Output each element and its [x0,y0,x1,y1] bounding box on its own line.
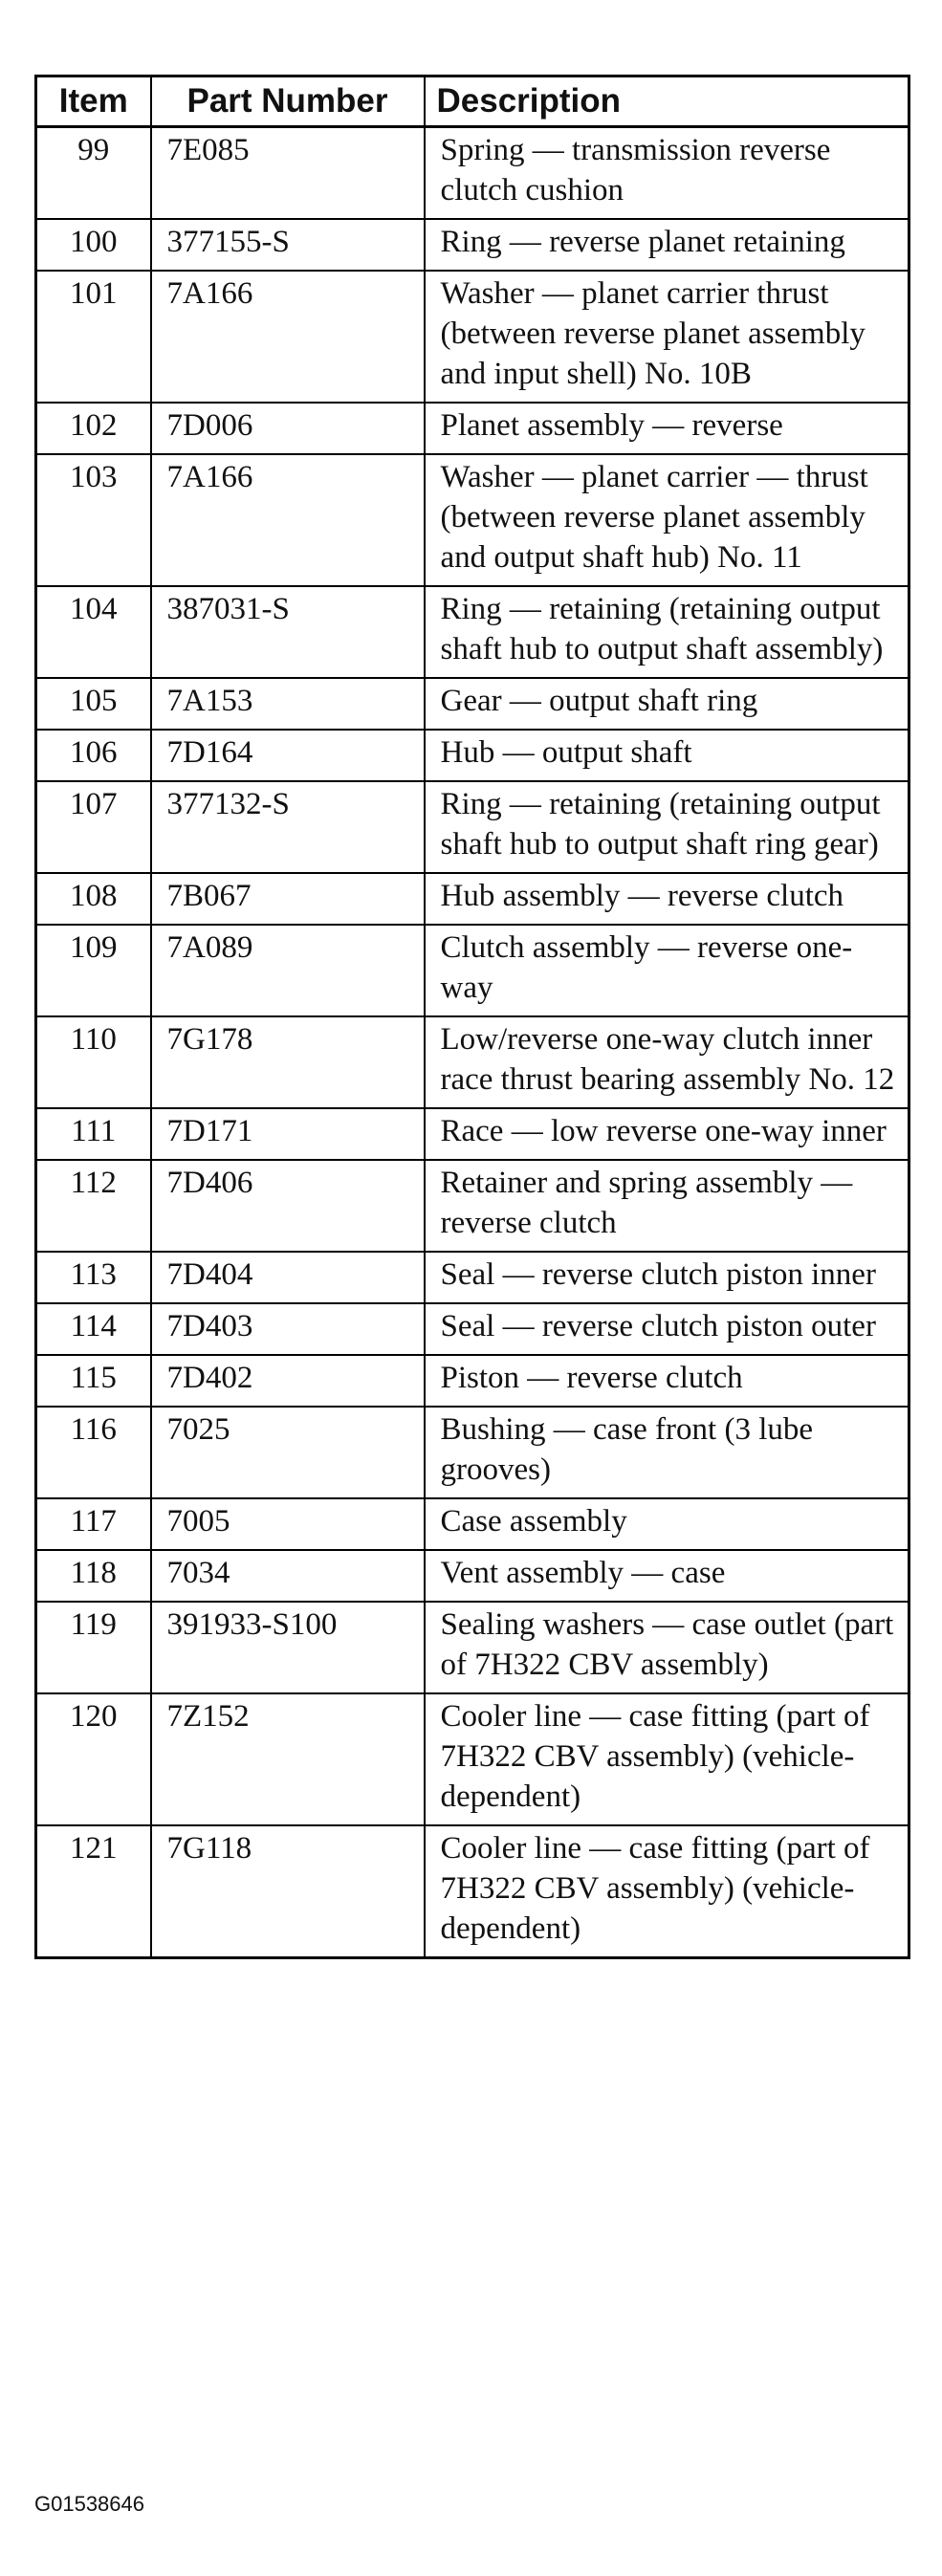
description-cell: Sealing washers — case outlet (part of 7H322 CBV assembly) [425,1602,909,1693]
column-header-item: Item [36,76,151,127]
part-number-cell: 7D404 [151,1252,425,1303]
item-number-cell: 117 [36,1498,151,1550]
table-row [36,873,909,925]
part-number-cell: 7A153 [151,678,425,730]
part-number-cell: 7025 [151,1407,425,1498]
table-row [36,1160,909,1252]
item-number-cell: 108 [36,873,151,925]
column-header-part-number: Part Number [151,76,425,127]
table-row [36,1825,909,1958]
part-number-cell: 391933-S100 [151,1602,425,1693]
item-number-cell: 112 [36,1160,151,1252]
part-number-cell: 7D403 [151,1303,425,1355]
description-cell: Ring — retaining (retaining output shaft hub to output shaft assembly) [425,586,909,678]
part-number-cell: 387031-S [151,586,425,678]
part-number-cell: 377132-S [151,781,425,873]
part-number-cell: 7B067 [151,873,425,925]
item-number-cell: 103 [36,454,151,586]
table-row [36,271,909,403]
table-row [36,730,909,781]
table-row [36,1498,909,1550]
item-number-cell: 99 [36,127,151,220]
part-number-cell: 7005 [151,1498,425,1550]
part-number-cell: 7E085 [151,127,425,220]
description-cell: Race — low reverse one-way inner [425,1108,909,1160]
table-row [36,1303,909,1355]
item-number-cell: 110 [36,1016,151,1108]
item-number-cell: 120 [36,1693,151,1825]
part-number-cell: 7D402 [151,1355,425,1407]
item-number-cell: 106 [36,730,151,781]
part-number-cell: 7D164 [151,730,425,781]
table-row [36,1355,909,1407]
item-number-cell: 107 [36,781,151,873]
column-header-description: Description [425,76,909,127]
parts-table-container [34,75,908,1959]
table-row [36,678,909,730]
description-cell: Cooler line — case fitting (part of 7H322 CBV assembly) (vehicle-dependent) [425,1693,909,1825]
description-cell: Clutch assembly — reverse one-way [425,925,909,1016]
part-number-cell: 7A166 [151,271,425,403]
description-cell: Low/reverse one-way clutch inner race thrust bearing assembly No. 12 [425,1016,909,1108]
item-number-cell: 115 [36,1355,151,1407]
description-cell: Cooler line — case fitting (part of 7H322 CBV assembly) (vehicle-dependent) [425,1825,909,1958]
table-row [36,219,909,271]
description-cell: Planet assembly — reverse [425,403,909,454]
table-row [36,454,909,586]
part-number-cell: 7D171 [151,1108,425,1160]
part-number-cell: 7034 [151,1550,425,1602]
table-row [36,1550,909,1602]
description-cell: Hub — output shaft [425,730,909,781]
item-number-cell: 116 [36,1407,151,1498]
item-number-cell: 104 [36,586,151,678]
table-row [36,925,909,1016]
part-number-cell: 7Z152 [151,1693,425,1825]
item-number-cell: 119 [36,1602,151,1693]
description-cell: Seal — reverse clutch piston outer [425,1303,909,1355]
item-number-cell: 121 [36,1825,151,1958]
description-cell: Ring — reverse planet retaining [425,219,909,271]
description-cell: Washer — planet carrier thrust (between reverse planet assembly and input shell) No. 10B [425,271,909,403]
description-cell: Washer — planet carrier — thrust (between reverse planet assembly and output shaft hub) No. 11 [425,454,909,586]
item-number-cell: 113 [36,1252,151,1303]
part-number-cell: 7A166 [151,454,425,586]
part-number-cell: 7D406 [151,1160,425,1252]
table-row [36,1108,909,1160]
description-cell: Gear — output shaft ring [425,678,909,730]
item-number-cell: 118 [36,1550,151,1602]
item-number-cell: 114 [36,1303,151,1355]
item-number-cell: 102 [36,403,151,454]
table-row [36,403,909,454]
table-row [36,586,909,678]
description-cell: Seal — reverse clutch piston inner [425,1252,909,1303]
table-row [36,1016,909,1108]
parts-table [34,75,910,1959]
figure-id: G01538646 [34,2492,144,2516]
table-row [36,127,909,220]
item-number-cell: 109 [36,925,151,1016]
description-cell: Spring — transmission reverse clutch cushion [425,127,909,220]
description-cell: Hub assembly — reverse clutch [425,873,909,925]
item-number-cell: 101 [36,271,151,403]
table-row [36,1602,909,1693]
item-number-cell: 100 [36,219,151,271]
description-cell: Bushing — case front (3 lube grooves) [425,1407,909,1498]
part-number-cell: 7G118 [151,1825,425,1958]
part-number-cell: 7G178 [151,1016,425,1108]
description-cell: Case assembly [425,1498,909,1550]
description-cell: Piston — reverse clutch [425,1355,909,1407]
description-cell: Retainer and spring assembly — reverse clutch [425,1160,909,1252]
part-number-cell: 377155-S [151,219,425,271]
description-cell: Ring — retaining (retaining output shaft hub to output shaft ring gear) [425,781,909,873]
table-row [36,781,909,873]
item-number-cell: 111 [36,1108,151,1160]
item-number-cell: 105 [36,678,151,730]
table-row [36,1407,909,1498]
table-row [36,1693,909,1825]
part-number-cell: 7D006 [151,403,425,454]
table-header-row [36,76,909,127]
description-cell: Vent assembly — case [425,1550,909,1602]
table-row [36,1252,909,1303]
part-number-cell: 7A089 [151,925,425,1016]
